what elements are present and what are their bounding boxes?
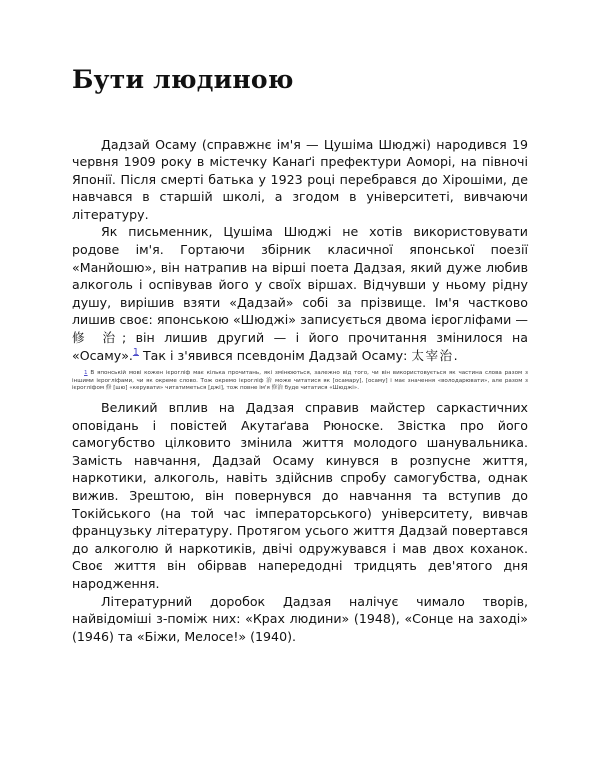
paragraph-pen-name [72, 223, 528, 364]
page-title: Бути людиною [72, 65, 294, 94]
paragraph-pen-name-part-d: . [453, 347, 458, 363]
kanji-dazai-osamu: 太宰治 [411, 347, 454, 363]
footnote-reference-link[interactable]: 1 [132, 346, 139, 358]
footnote-block [72, 370, 528, 392]
paragraph-intro: Дадзай Осаму (справжнє ім'я — Цушіма Шюджі) народився 19 червня 1909 року в містечку Канаґі префектури Аоморі, на півночі Японії. Після смерті батька у 1923 році перебрався до Хірошіми, де навчався в старшій школі, а згодом в університеті, вивчаючи літературу. [72, 136, 528, 222]
paragraph-akutagawa-influence: Великий вплив на Дадзая справив майстер саркастичних оповідань і повістей Акутаґава Рюноске. Звістка про його самогубство цілковито змінила життя молодого шанувальника. Замість навчання, Дадзай Осаму кинувся в розпусне життя, наркотики, алкоголь, навіть здійснив спробу самогубства, однак вижив. Зрештою, він повернувся до навчання та вступив до Токійського (на той час імператорського) університету, вивчав французьку літературу. Протягом усього життя Дадзай повертався до алкоголю й наркотиків, двічі одружувався і мав двох коханок. Своє життя він обірвав напередодні тридцять дев'ятого дня народження. [72, 400, 528, 592]
paragraph-pen-name-part-a: Як письменник, Цушіма Шюджі не хотів використовувати родове ім'я. Гортаючи збірник класичної японської поезії «Манйошю», він натрапив на вірші поета Дадзая, який дуже любив алкоголь і оспівував його у своїх віршах. Відчувши у ньому рідну душу, вирішив взяти «Дадзай» собі за прізвище. Ім'я частково лишив своє: японською «Шюджі» записується двома ієрогліфами — [72, 224, 528, 328]
footnote-content: В японській мові кожен ієрогліф має кілька прочитань, які змінюються, залежно від того, чи він використовується як частина слова разом з іншими ієрогліфами, чи як окреме слово. Тож окремо ієрогліф 治 може читатися як [осамару], [осаму] і має значення «володарювати», але разом з ієрогліфом 修 [шю] «керувати» читатиметься [джі], тож повне ім'я 修治 буде читатися «Шюджі». [72, 370, 528, 391]
paragraph-pen-name-part-b: ; він лишив другий — і його прочитання змінилося на «Осаму». [72, 330, 528, 363]
paragraph-works: Літературний доробок Дадзая налічує чимало творів, найвідоміші з-поміж них: «Крах людини» (1948), «Сонце на заході» (1946) та «Біжи, Мелосе!» (1940). [72, 593, 528, 644]
footnote-body [72, 370, 528, 392]
footnote-number[interactable]: 1 [84, 370, 88, 377]
kanji-shuji: 修 治 [72, 330, 122, 346]
paragraph-pen-name-part-c: Так і з'явився псевдонім Дадзай Осаму: [138, 347, 412, 363]
